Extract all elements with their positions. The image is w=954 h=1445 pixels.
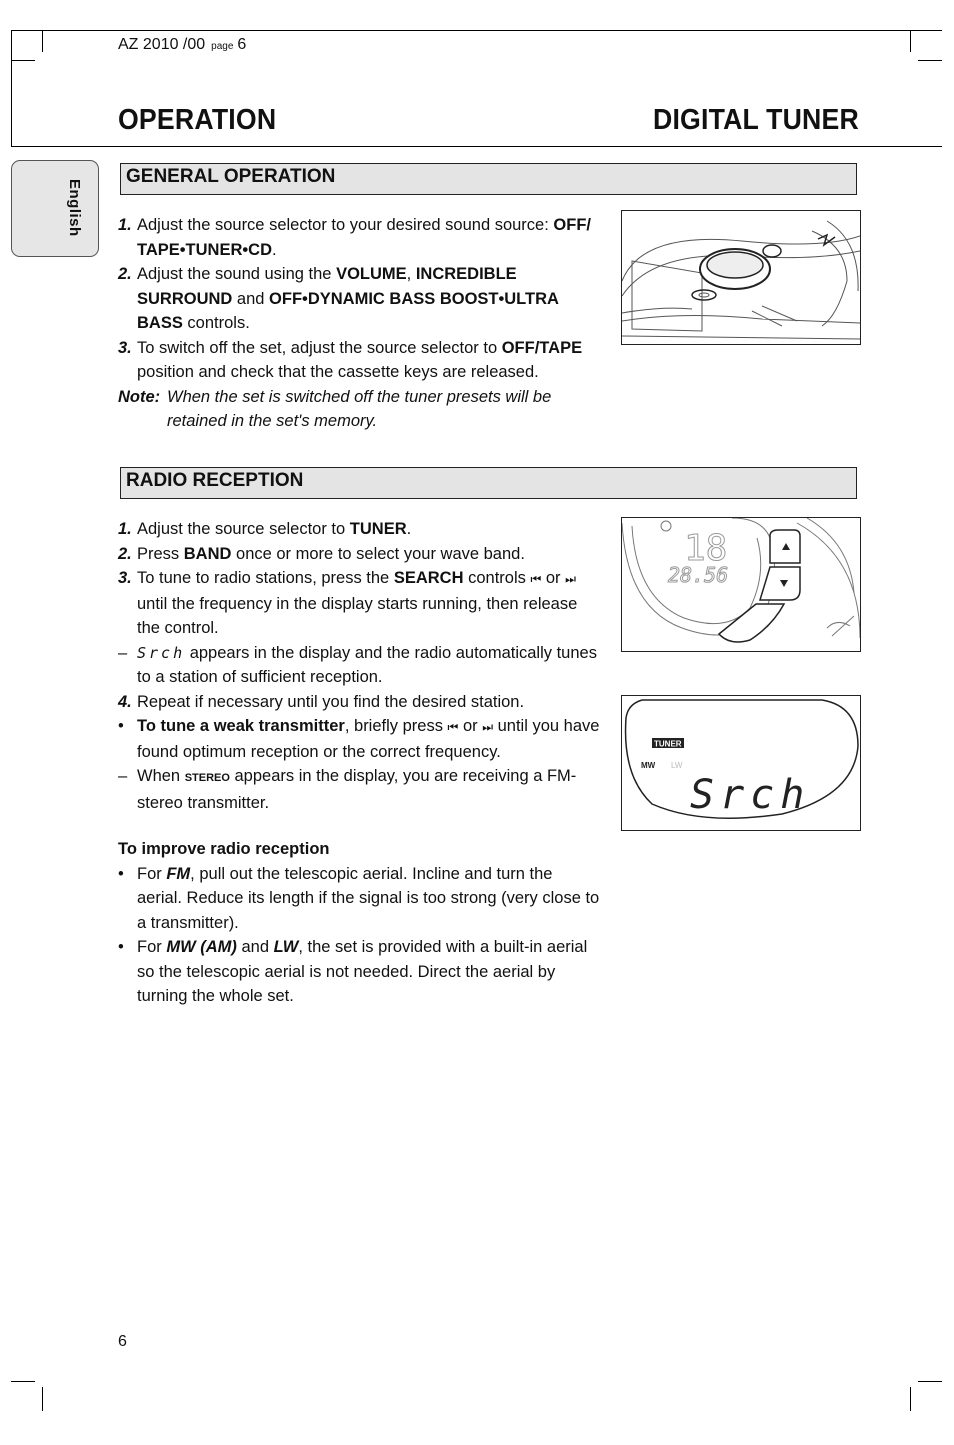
- page-title-left: OPERATION: [118, 104, 277, 136]
- note-text: When the set is switched off the tuner presets will be retained in the set's memory.: [167, 387, 552, 430]
- step-text: until the frequency in the display starts running, then release the control.: [137, 594, 578, 637]
- step-text: Repeat if necessary until you find the desired station.: [137, 692, 525, 711]
- step-text: position and check that the cassette keys are released.: [137, 363, 539, 381]
- search-down-button: [760, 567, 800, 600]
- display-small-digits: 28.56: [668, 563, 729, 587]
- step-bold: OFF/ TAPE•TUNER•CD: [137, 216, 591, 259]
- step-bold: OFF/TAPE: [501, 338, 583, 357]
- improve-heading: To improve radio reception: [118, 840, 330, 858]
- band-mw: MW (AM): [166, 938, 237, 956]
- step-3: [118, 336, 600, 385]
- stereo-indicator: STEREO: [184, 772, 230, 784]
- step-1: [118, 517, 600, 542]
- step-text: or: [458, 717, 483, 735]
- step-bold: OFF•DYNAMIC BASS BOOST•ULTRA BASS: [137, 289, 559, 332]
- step-text: , the set is provided with a built-in aerial so the telescopic aerial is not needed. Direct the aerial by turning the whole set.: [137, 938, 588, 1005]
- step-bold: SEARCH: [393, 569, 464, 587]
- radio-steps: [118, 517, 600, 1009]
- step-text: and: [236, 938, 274, 956]
- language-label: English: [66, 179, 83, 237]
- step-4: [118, 690, 600, 715]
- step-text: , briefly press: [344, 717, 448, 735]
- lcd-text: Srch: [137, 643, 186, 662]
- step-number: 3.: [118, 338, 132, 357]
- figure-search-buttons: [621, 517, 861, 652]
- step-text: controls: [463, 569, 531, 587]
- model-line: [118, 36, 246, 54]
- step-text: .: [272, 240, 277, 259]
- step-text: or: [541, 569, 566, 587]
- display-digits: Srch: [690, 772, 811, 818]
- bullet-item: [118, 862, 600, 936]
- step-number: 2.: [118, 265, 132, 283]
- crop-mark: [42, 1387, 43, 1411]
- step-1: [118, 213, 600, 262]
- section-general-operation: [120, 163, 857, 195]
- step-number: 3.: [118, 569, 132, 587]
- page-label: page: [211, 41, 234, 52]
- band-fm: FM: [166, 864, 191, 883]
- step-bold: BAND: [183, 544, 232, 563]
- step-text: .: [406, 520, 412, 538]
- dash-item: [118, 641, 600, 690]
- step-text: until you have found optimum reception or the correct frequency.: [137, 717, 600, 761]
- bullet-mark: •: [118, 717, 124, 735]
- next-icon: ⏭: [482, 720, 494, 734]
- language-tab: [11, 160, 99, 257]
- page-title-right: DIGITAL TUNER: [653, 104, 859, 136]
- step-bold: INCREDIBLE SURROUND: [137, 265, 517, 308]
- header-page-number: 6: [237, 36, 247, 53]
- source-selector-illustration: [622, 211, 860, 344]
- tuner-badge: TUNER: [654, 739, 682, 749]
- step-text: Adjust the sound using the: [137, 265, 337, 283]
- step-text: Adjust the source selector to your desired sound source:: [137, 216, 554, 234]
- figure-source-selector: [621, 210, 861, 345]
- step-text: ,: [406, 265, 416, 283]
- bullet-item: [118, 714, 600, 764]
- model-number: AZ 2010 /00: [118, 36, 206, 53]
- step-text: When: [137, 767, 185, 785]
- step-3: [118, 566, 600, 641]
- dash-mark: –: [118, 643, 128, 662]
- step-text: For: [137, 864, 167, 883]
- dash-mark: –: [118, 767, 128, 785]
- display-big-digits: 18: [684, 528, 728, 569]
- page-number: 6: [118, 1333, 127, 1350]
- section-heading: GENERAL OPERATION: [126, 166, 336, 187]
- crop-mark: [918, 1381, 942, 1382]
- section-radio-reception: [120, 467, 857, 499]
- step-text: appears in the display and the radio automatically tunes to a station of sufficient reception.: [137, 643, 597, 686]
- dash-item: [118, 764, 600, 815]
- figure-tuner-display: [621, 695, 861, 831]
- step-2: [118, 262, 600, 336]
- step-text: For: [137, 938, 167, 956]
- step-text: Press: [137, 544, 184, 563]
- section-heading: RADIO RECEPTION: [126, 470, 304, 491]
- bullet-mark: •: [118, 864, 124, 883]
- crop-mark: [11, 1381, 35, 1382]
- step-text: controls.: [182, 314, 250, 332]
- band-lw: LW: [273, 938, 299, 956]
- band-mw-label: MW: [641, 761, 656, 770]
- step-number: 2.: [118, 544, 132, 563]
- bullet-mark: •: [118, 938, 124, 956]
- step-2: [118, 542, 600, 567]
- general-steps: [118, 213, 600, 434]
- prev-icon: ⏮: [530, 572, 542, 586]
- step-number: 1.: [118, 216, 132, 234]
- next-icon: ⏭: [565, 572, 576, 586]
- prev-icon: ⏮: [447, 720, 459, 734]
- step-number: 4.: [118, 692, 132, 711]
- note-label: Note:: [118, 387, 161, 406]
- step-text: and: [232, 289, 270, 308]
- bullet-item: [118, 935, 600, 1009]
- step-bold: VOLUME: [336, 265, 407, 283]
- band-lw-label: LW: [671, 761, 683, 770]
- step-number: 1.: [118, 520, 132, 538]
- display-illustration: [622, 696, 860, 830]
- step-text: once or more to select your wave band.: [231, 544, 525, 563]
- note: [118, 385, 600, 434]
- band-button: [719, 604, 784, 642]
- step-text: appears in the display, you are receiving a FM-stereo transmitter.: [137, 767, 577, 812]
- step-text: To tune to radio stations, press the: [137, 569, 394, 587]
- step-bold: TUNER: [349, 520, 407, 538]
- step-text: To switch off the set, adjust the source selector to: [137, 338, 502, 357]
- search-buttons-illustration: [622, 518, 860, 651]
- step-text: , pull out the telescopic aerial. Incline and turn the aerial. Reduce its length if the signal is too strong (very close to a transmitter).: [137, 864, 600, 932]
- step-bold: To tune a weak transmitter: [137, 717, 345, 735]
- step-text: Adjust the source selector to: [137, 520, 350, 538]
- crop-mark: [910, 1387, 911, 1411]
